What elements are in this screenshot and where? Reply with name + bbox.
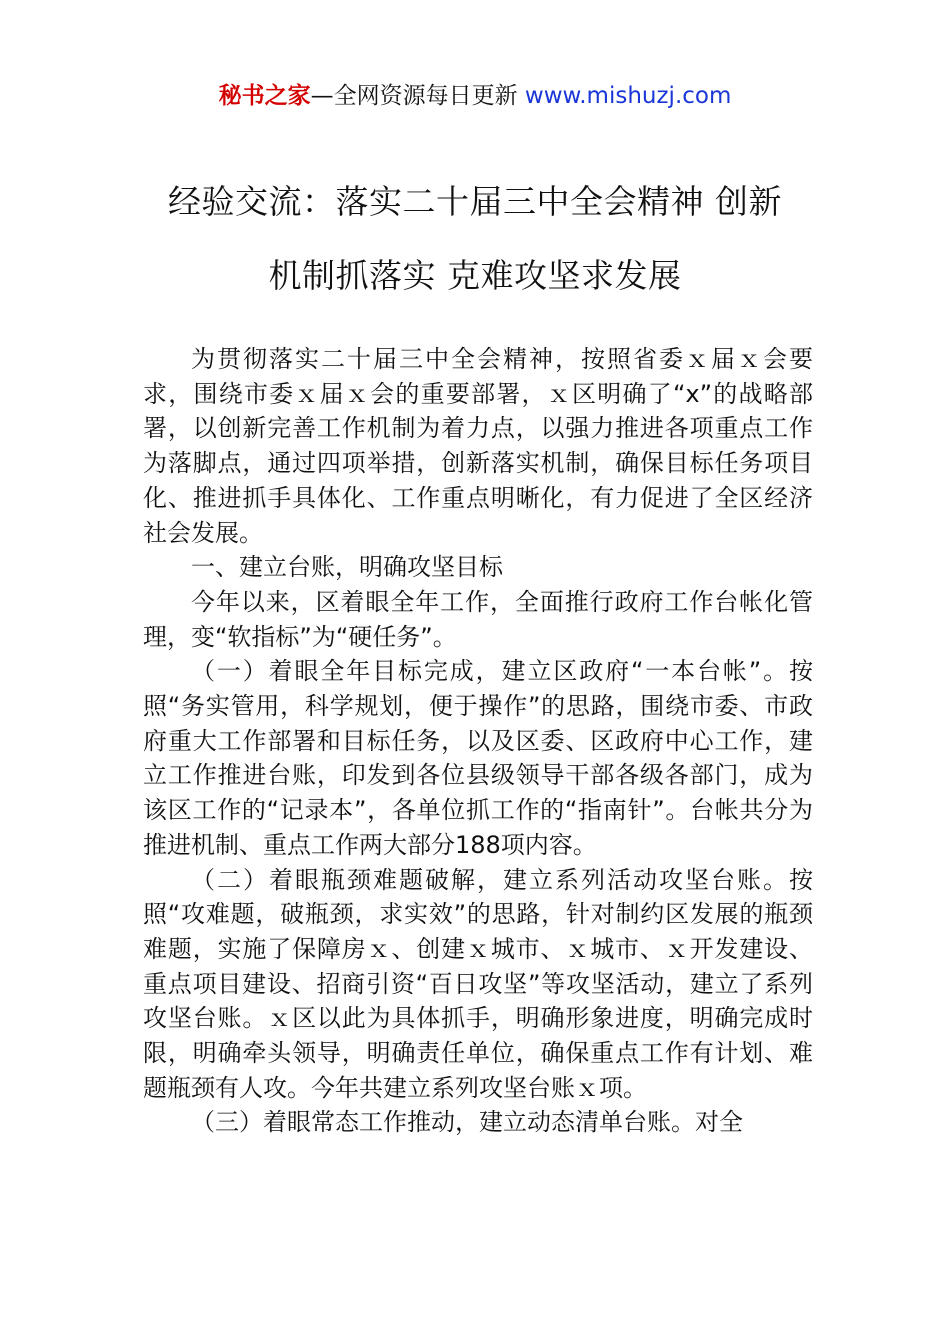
paragraph-item-2: （二）着眼瓶颈难题破解，建立系列活动攻坚台账。按照“攻难题，破瓶颈，求实效”的思路，针对制约区发展的瓶颈难题，实施了保障房ｘ、创建ｘ城市、ｘ城市、ｘ开发建设、重点项目建设、招商引资“百日攻坚”等攻坚活动，建立了系列攻坚台账。ｘ区以此为具体抓手，明确形象进度，明确完成时限，明确牵头领导，明确责任单位，确保重点工作有计划、难题瓶颈有人攻。今年共建立系列攻坚台账ｘ项。 — [143, 865, 813, 1102]
site-header — [0, 80, 950, 112]
document-body — [143, 342, 813, 1140]
site-tagline: —全网资源每日更新 — [310, 83, 525, 109]
site-url-link[interactable]: www.mishuzj.com — [524, 83, 732, 109]
document-title-line-1: 经验交流：落实二十届三中全会精神 创新 — [168, 182, 782, 221]
paragraph-intro: 为贯彻落实二十届三中全会精神，按照省委ｘ届ｘ会要求，围绕市委ｘ届ｘ会的重要部署，ｘ区明确了“x”的战略部署，以创新完善工作机制为着力点，以强力推进各项重点工作为落脚点，通过四项举措，创新落实机制，确保目标任务项目化、推进抓手具体化、工作重点明晰化，有力促进了全区经济社会发展。 — [143, 345, 813, 547]
paragraph-item-1: （一）着眼全年目标完成，建立区政府“一本台帐”。按照“务实管用，科学规划，便于操作”的思路，围绕市委、市政府重大工作部署和目标任务，以及区委、区政府中心工作，建立工作推进台账，印发到各位县级领导干部各级各部门，成为该区工作的“记录本”，各单位抓工作的“指南针”。台帐共分为推进机制、重点工作两大部分188项内容。 — [143, 657, 813, 859]
site-brand: 秘书之家 — [218, 83, 311, 109]
document-title-line-2: 机制抓落实 克难攻坚求发展 — [268, 256, 682, 295]
section-heading-1: 一、建立台账，明确攻坚目标 — [191, 553, 503, 582]
paragraph-section-1-intro: 今年以来，区着眼全年工作，全面推行政府工作台帐化管理，变“软指标”为“硬任务”。 — [143, 587, 813, 651]
paragraph-item-3: （三）着眼常态工作推动，建立动态清单台账。对全 — [191, 1108, 743, 1137]
